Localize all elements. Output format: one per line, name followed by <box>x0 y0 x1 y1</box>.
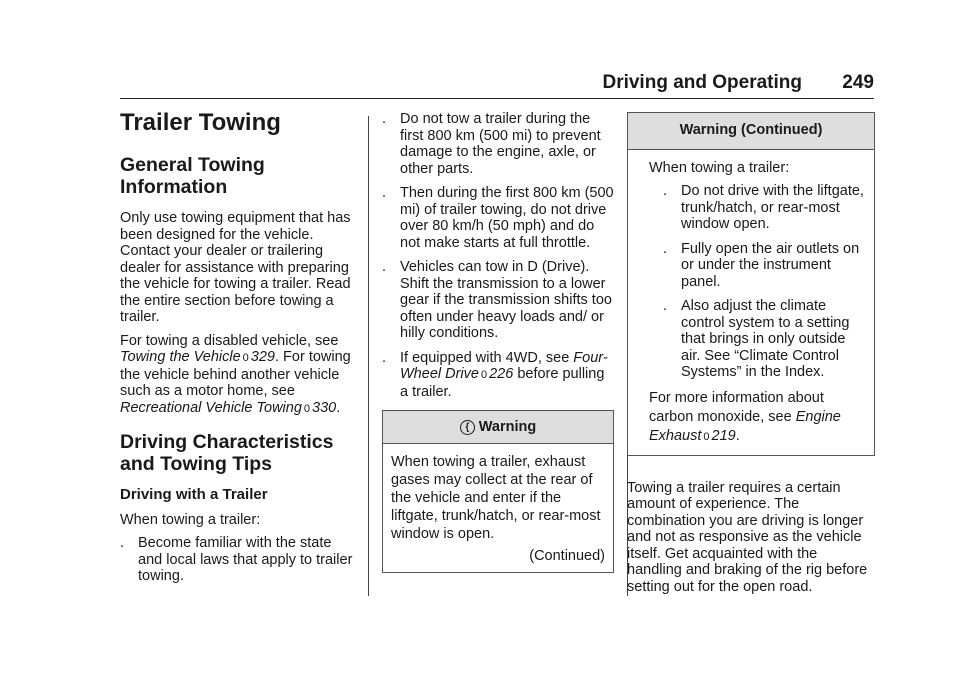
page-ref-icon: 0 <box>242 352 249 364</box>
warning-icon: { <box>460 420 475 435</box>
bullet-marker: . <box>663 240 668 257</box>
paragraph: For more information about carbon monoxide, see Engine Exhaust 0 219. <box>649 389 841 444</box>
cross-reference-link[interactable]: Recreational Vehicle Towing <box>120 399 302 416</box>
column-divider <box>368 116 369 596</box>
column-left <box>120 110 355 593</box>
bullet-marker: . <box>382 259 387 275</box>
list-item: . Vehicles can tow in D (Drive). Shift the transmission to a lower gear if the transmission shifts too often under heavy loads and/ or hilly conditions. <box>382 259 612 341</box>
paragraph: For towing a disabled vehicle, see Towing the Vehicle 0 329. For towing the vehicle behind another vehicle such as a motor home, see Recreational Vehicle Towing 0 330. <box>120 332 351 416</box>
page-ref-icon: 0 <box>480 369 488 381</box>
warning-body: When towing a trailer: . Do not drive with the liftgate, trunk/hatch, or rear-most window open. . Fully open the air outlets on or under the instrument panel. . Also adjust the climate control system to a setting that brings in only outside air. See “Climate Control Systems” in the Index. For more information about carbon monoxide, see Engine Exhaust 0 219. <box>628 150 874 455</box>
column-right <box>627 112 875 602</box>
list-item: . Do not drive with the liftgate, trunk/hatch, or rear-most window open. <box>663 183 864 232</box>
page-header <box>120 70 874 99</box>
warning-box <box>382 410 614 573</box>
cross-reference-link[interactable]: Towing the Vehicle <box>120 349 241 365</box>
list-item: . If equipped with 4WD, see Four-Wheel Drive 0 226 before pulling a trailer. <box>382 349 608 400</box>
warning-title: Warning <box>478 419 537 435</box>
bullet-marker: . <box>382 185 387 201</box>
bullet-marker: . <box>382 111 387 127</box>
warning-box-continued <box>627 112 875 456</box>
cross-reference-link[interactable]: Four-Wheel Drive <box>400 349 608 382</box>
page-ref-icon: 0 <box>303 402 311 415</box>
subsection-title: General Towing Information <box>120 154 265 198</box>
bullet-marker: . <box>382 349 387 366</box>
bullet-marker: . <box>120 535 125 551</box>
list-item: . Then during the first 800 km (500 mi) of trailer towing, do not drive over 80 km/h (50 mph) and do not make starts at full throttle. <box>382 185 614 251</box>
paragraph: When towing a trailer: <box>120 511 261 528</box>
warning-header: Warning (Continued) <box>628 113 874 150</box>
header-section-title: Driving and Operating <box>602 72 802 93</box>
subsection-title: Driving Characteristics and Towing Tips <box>120 431 334 475</box>
page-ref-number[interactable]: 330 <box>312 399 337 416</box>
paragraph: Towing a trailer requires a certain amount of experience. The combination you are driving is longer and not as responsive as the vehicle itself. Get acquainted with the handling and braking of the rig before setting out for the open road. <box>627 479 868 595</box>
cross-reference-link[interactable]: Engine Exhaust <box>649 408 841 444</box>
page-ref-number[interactable]: 219 <box>711 427 736 444</box>
page-ref-icon: 0 <box>703 430 710 443</box>
list-item: . Do not tow a trailer during the first 800 km (500 mi) to prevent damage to the engine, axle, or other parts. <box>382 111 601 177</box>
list-item: . Fully open the air outlets on or under the instrument panel. <box>663 240 860 290</box>
column-middle <box>382 111 614 573</box>
warning-body: When towing a trailer, exhaust gases may collect at the rear of the vehicle and enter if the liftgate, trunk/hatch, or rear-most window is open. (Continued) <box>391 454 605 564</box>
bullet-marker: . <box>663 183 668 199</box>
list-item: . Become familiar with the state and local laws that apply to trailer towing. <box>120 535 353 584</box>
continued-label: (Continued) <box>529 548 605 564</box>
section-title: Trailer Towing <box>120 109 281 136</box>
page-ref-number[interactable]: 226 <box>489 366 514 382</box>
page-ref-number[interactable]: 329 <box>250 349 275 365</box>
minor-heading: Driving with a Trailer <box>120 486 268 503</box>
bullet-marker: . <box>663 298 668 314</box>
warning-header <box>383 411 613 444</box>
paragraph: Only use towing equipment that has been designed for the vehicle. Contact your dealer or trailering dealer for assistance with preparing the vehicle for towing a trailer. Read the entire section before towing a trailer. <box>120 210 351 325</box>
header-page-number: 249 <box>842 72 874 93</box>
list-item: . Also adjust the climate control system to a setting that brings in only outside air. See “Climate Control Systems” in the Index. <box>663 298 850 380</box>
